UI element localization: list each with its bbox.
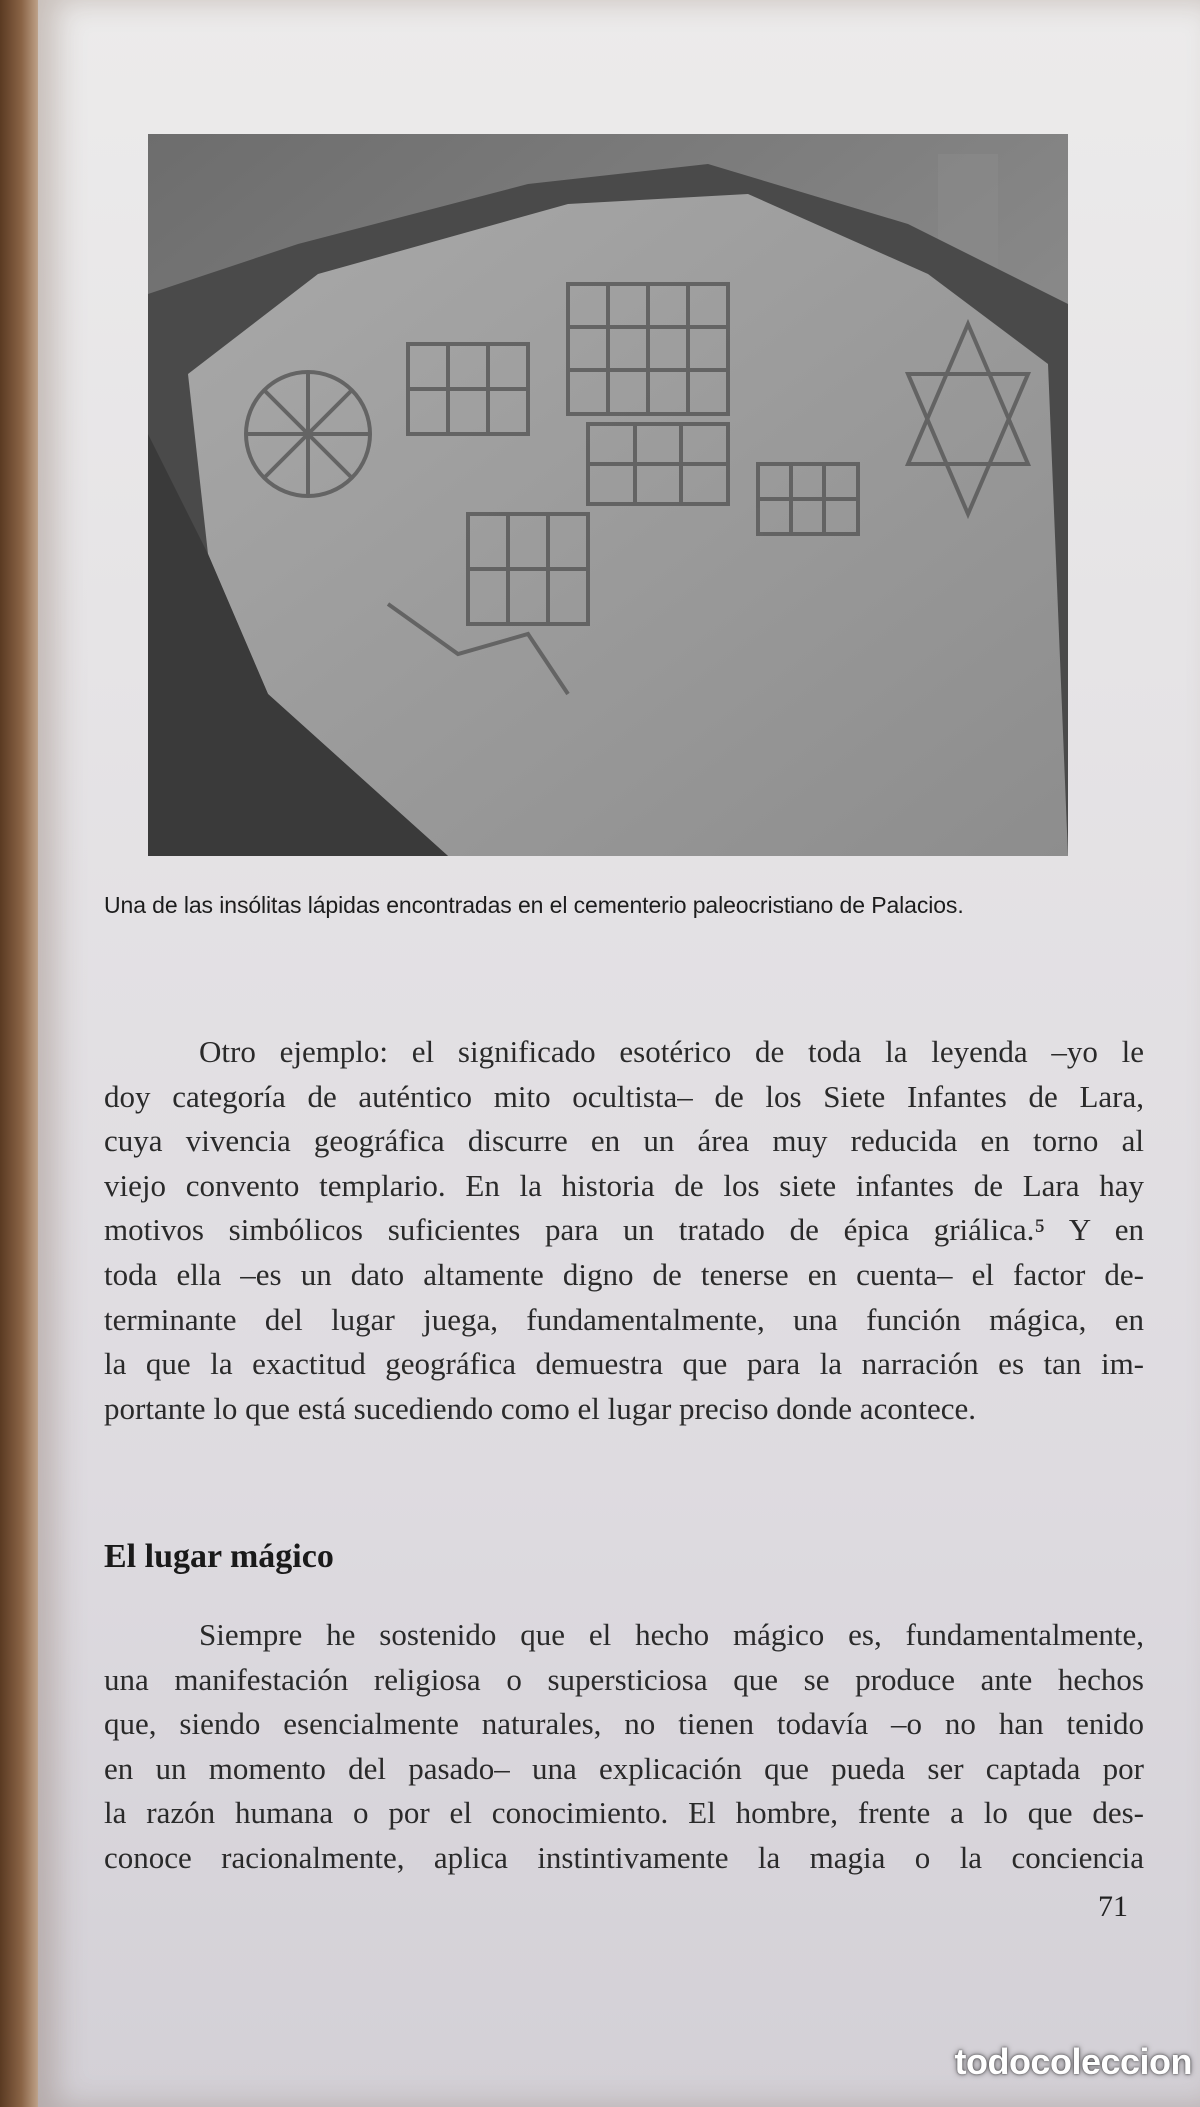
paragraph-otro-ejemplo xyxy=(104,1030,1144,1431)
section-heading: El lugar mágico xyxy=(104,1538,334,1575)
figure-caption: Una de las insólitas lápidas encontradas en el cementerio paleocristiano de Palacios. xyxy=(104,892,964,918)
text-line: toda ella –es un dato altamente digno de tenerse en cuenta– el factor de- xyxy=(104,1256,1144,1292)
text-line: la razón humana o por el conocimiento. El hombre, frente a lo que des- xyxy=(104,1795,1144,1831)
watermark-logo: todocoleccion xyxy=(954,2041,1192,2082)
page-number: 71 xyxy=(1098,1890,1128,1923)
text-line: motivos simbólicos suficientes para un tratado de épica griálica.⁵ Y en xyxy=(104,1212,1144,1248)
text-line: que, siendo esencialmente naturales, no tienen todavía –o no han tenido xyxy=(104,1706,1144,1742)
text-line: en un momento del pasado– una explicación que pueda ser captada por xyxy=(104,1750,1144,1786)
text-line: viejo convento templario. En la historia de los siete infantes de Lara hay xyxy=(104,1167,1144,1203)
text-line: Otro ejemplo: el significado esotérico de toda la leyenda –yo le xyxy=(199,1034,1144,1069)
text-line: portante lo que está sucediendo como el lugar preciso donde acontece. xyxy=(104,1390,976,1426)
text-line: Siempre he sostenido que el hecho mágico es, fundamentalmente, xyxy=(199,1617,1144,1652)
text-line: la que la exactitud geográfica demuestra que para la narración es tan im- xyxy=(104,1346,1144,1382)
text-line: cuya vivencia geográfica discurre en un área muy reducida en torno al xyxy=(104,1123,1144,1159)
text-line: conoce racionalmente, aplica instintivamente la magia o la conciencia xyxy=(104,1839,1144,1875)
tombstone-photo xyxy=(148,134,1068,856)
paragraph-siempre-he-sostenido xyxy=(104,1613,1144,1881)
text-line: terminante del lugar juega, fundamentalmente, una función mágica, en xyxy=(104,1301,1144,1337)
text-line: una manifestación religiosa o supersticiosa que se produce ante hechos xyxy=(104,1661,1144,1697)
text-line: doy categoría de auténtico mito ocultista– de los Siete Infantes de Lara, xyxy=(104,1078,1144,1114)
